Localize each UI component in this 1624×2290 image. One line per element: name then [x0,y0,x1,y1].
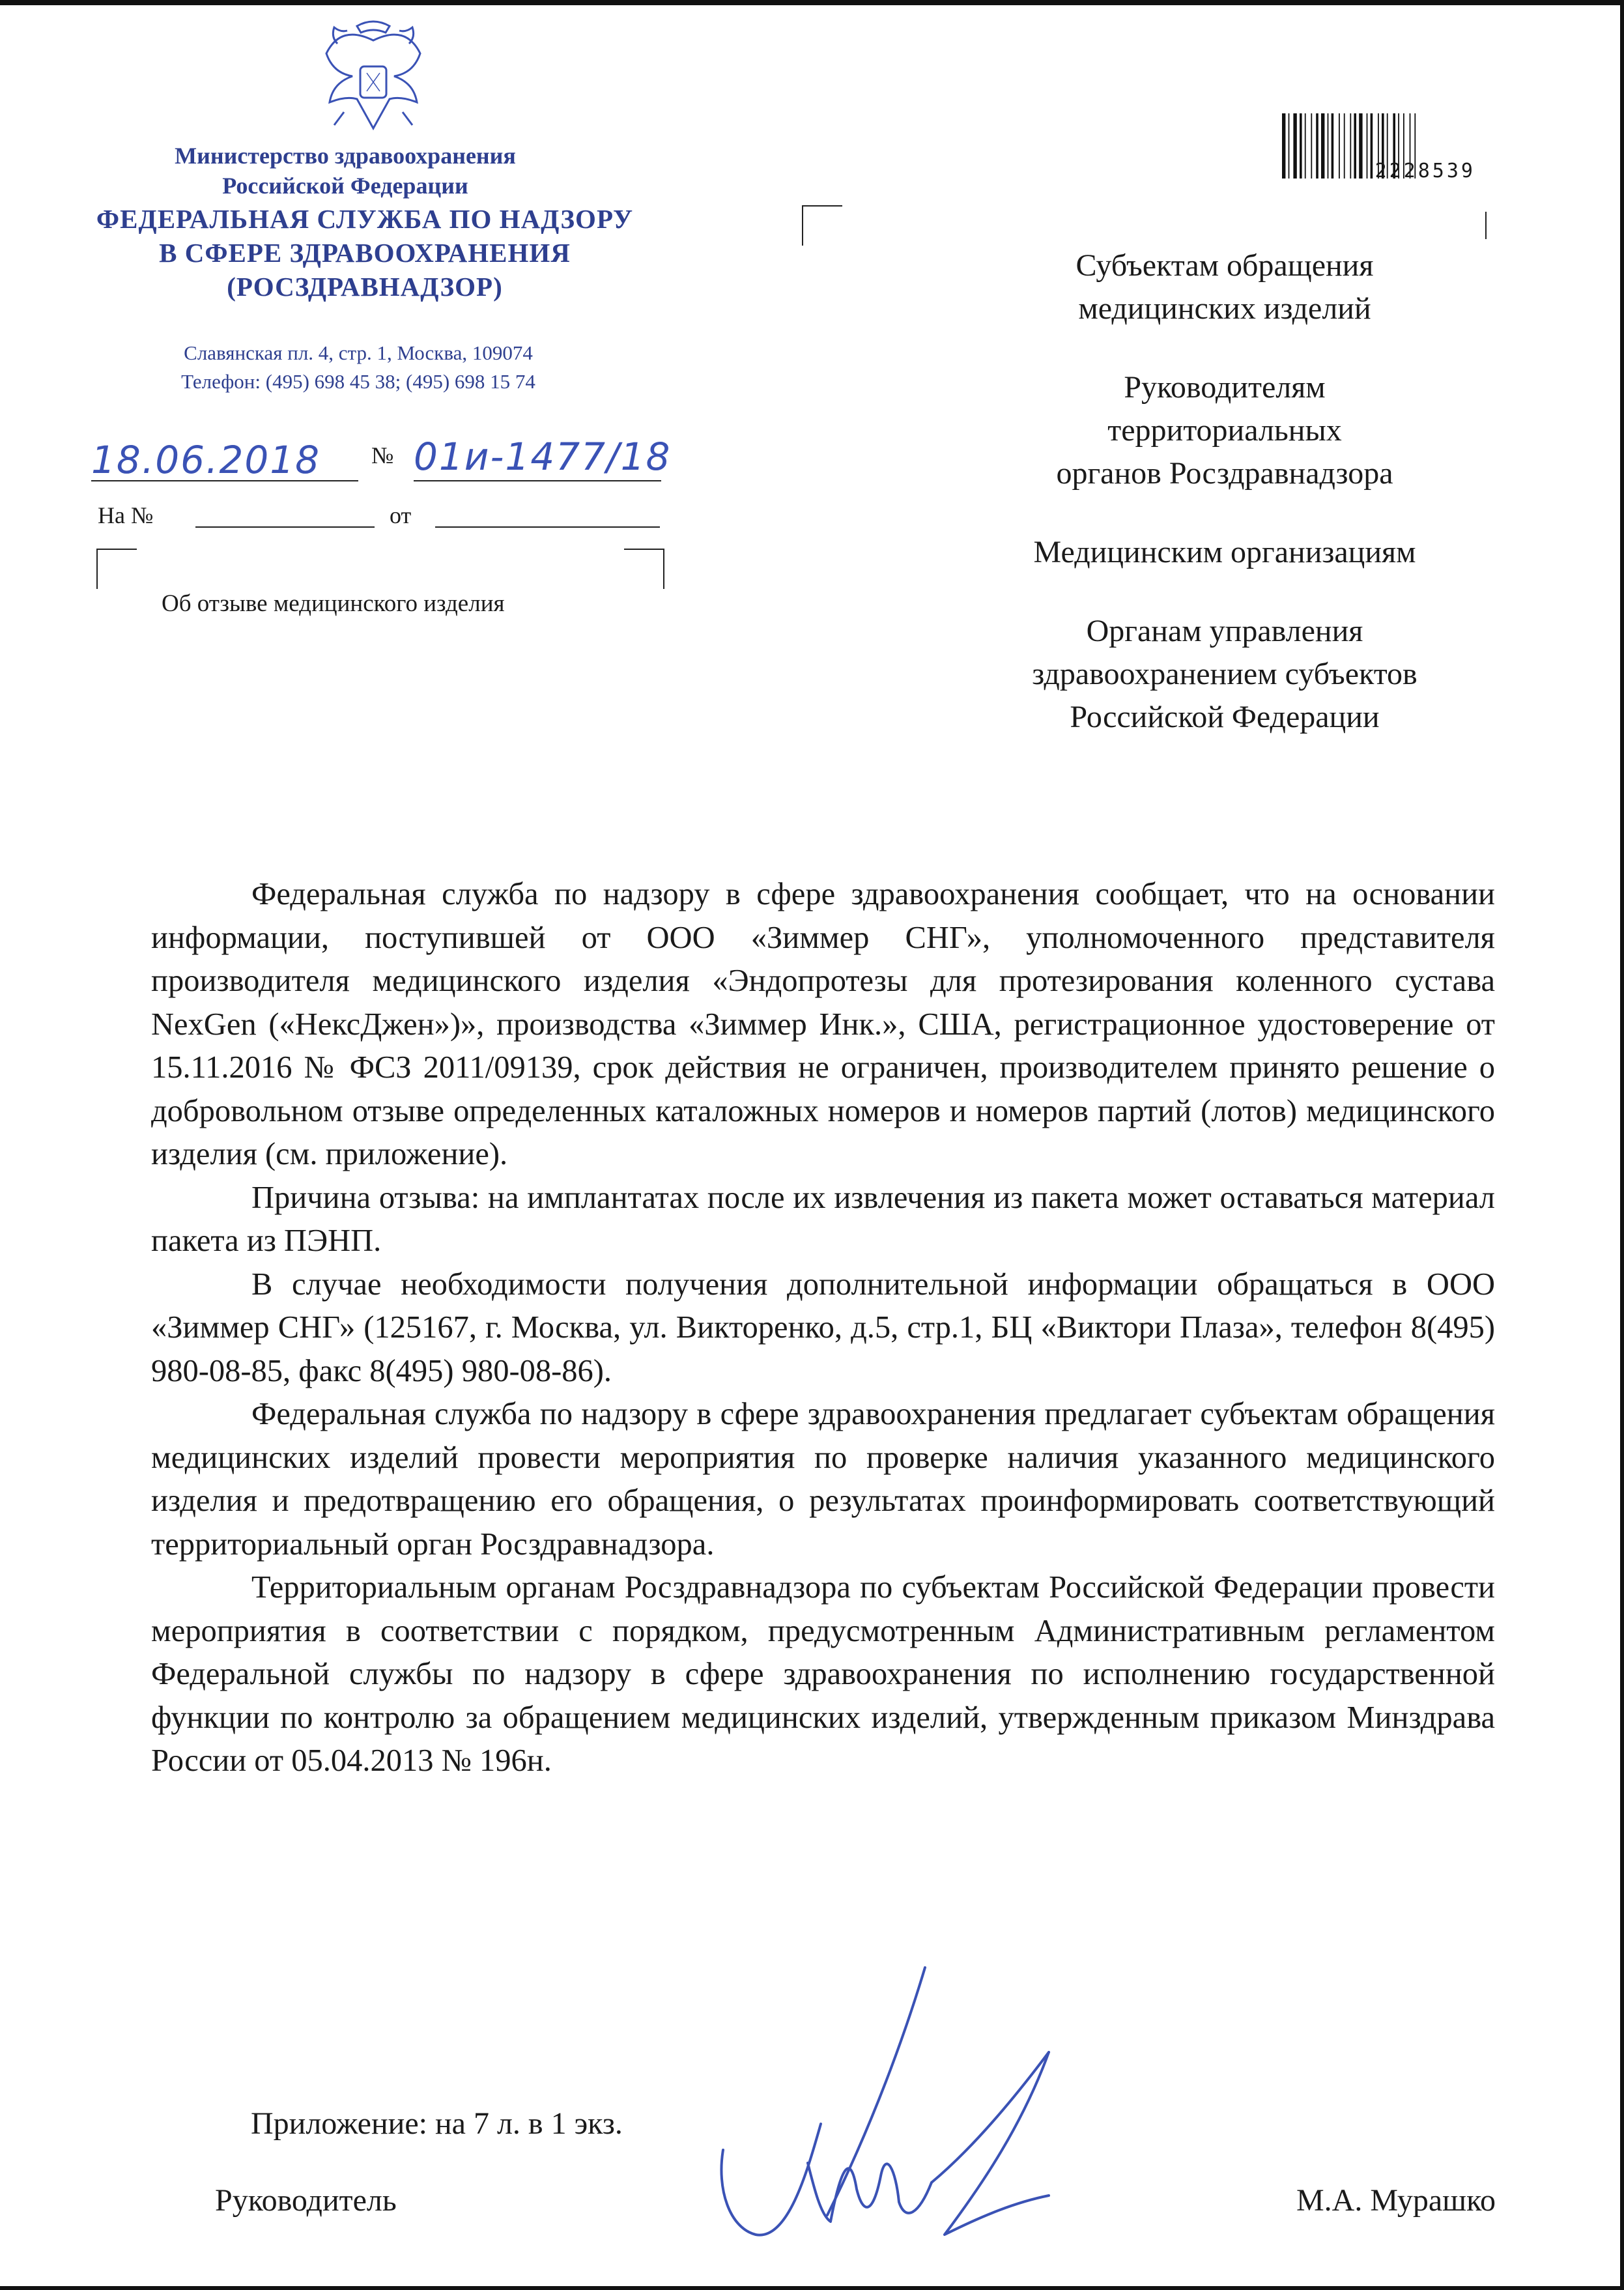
addressee-line: Субъектам обращения [1076,248,1374,283]
handwritten-signature [710,1954,1075,2254]
registration-date: 18.06.2018 [91,438,321,482]
registration-number-sign: № [371,442,394,468]
addressees [899,244,1550,775]
service-line-2: В СФЕРЕ ЗДРАВООХРАНЕНИЯ [159,238,571,268]
registration-date-underline [91,480,358,481]
subject-bracket-left [96,549,137,589]
addressee-line: медицинских изделий [1078,291,1371,326]
double-headed-eagle-emblem-icon [318,14,429,132]
addressee-block [899,366,1550,495]
body-paragraph: Территориальным органам Росздравнадзора по субъектам Российской Федерации провести мероприятия в соответствии с порядком, предусмотренным Административным регламентом Федеральной службы по надзору в сфере здравоохранения по исполнению государственной функции по контролю за обращением медицинских изделий, утвержденным приказом Минздрава России от 05.04.2013 № 196н. [151,1570,1495,1778]
contacts [117,339,599,396]
service-line-1: ФЕДЕРАЛЬНАЯ СЛУЖБА ПО НАДЗОРУ [96,204,634,234]
addressee-line: органов Росздравнадзора [1056,456,1393,491]
reference-from-label: от [390,502,412,528]
appendix-note: Приложение: на 7 л. в 1 экз. [251,2106,623,2141]
addressee-line: территориальных [1107,413,1342,448]
scan-border-top [0,0,1624,5]
body-paragraph: Причина отзыва: на имплантатах после их извлечения из пакета может оставаться материал пакета из ПЭНП. [151,1180,1495,1258]
registration-number: 01и-1477/18 [414,435,672,479]
ministry-line-2: Российской Федерации [222,173,468,199]
service-name [65,202,664,304]
addressee-line: Органам управления [1086,614,1363,648]
scan-border-right [1620,0,1624,2290]
addressee-line: Руководителям [1124,370,1326,405]
body-paragraph: В случае необходимости получения дополнительной информации обращаться в ООО «Зиммер СНГ» (125167, г. Москва, ул. Викторенко, д.5, стр.1, БЦ «Виктори Плаза», телефон 8(495) 980-08-85, факс 8(495) 980-08-86). [151,1267,1495,1388]
addressee-bracket-right [1485,212,1487,239]
address: Славянская пл. 4, стр. 1, Москва, 109074 [184,341,533,364]
reference-date-blank [435,526,660,528]
letter-body [151,873,1495,1783]
barcode-bars [1282,88,1477,204]
scan-border-bottom [0,2286,1624,2290]
reference-number-blank [195,526,375,528]
letter-subject: Об отзыве медицинского изделия [162,590,505,617]
addressee-block [899,610,1550,739]
signatory-title: Руководитель [215,2183,397,2218]
reference-number-label: На № [98,502,154,528]
subject-bracket-right [624,549,664,589]
barcode [1220,49,1481,186]
addressee-line: Российской Федерации [1070,700,1380,734]
addressee-block [899,244,1550,330]
addressee-bracket-left [802,205,842,246]
body-paragraph: Федеральная служба по надзору в сфере здравоохранения предлагает субъектам обращения медицинских изделий провести мероприятия по проверке наличия указанного медицинского изделия и предотвращению его обращения, о результатах проинформировать соответствующий территориальный орган Росздравнадзора. [151,1397,1495,1562]
barcode-number: 2228539 [1375,160,1475,182]
ministry-name [117,141,573,201]
registration-number-underline [414,480,661,481]
body-paragraph: Федеральная служба по надзору в сфере здравоохранения сообщает, что на основании информации, поступившей от ООО «Зиммер СНГ», уполномоченного представителя производителя медицинского изделия «Эндопротезы для протезирования коленного сустава NexGen («НексДжен»)», производства «Зиммер Инк.», США, регистрационное удостоверение от 15.11.2016 № ФСЗ 2011/09139, срок действия не ограничен, производителем принято решение о добровольном отзыве определенных каталожных номеров и номеров партий (лотов) медицинского изделия (см. приложение). [151,877,1495,1171]
ministry-line-1: Министерство здравоохранения [175,143,516,169]
signatory-name: М.А. Мурашко [1296,2183,1496,2218]
addressee-line: здравоохранением субъектов [1032,657,1417,691]
addressee-block [899,531,1550,574]
service-line-3: (РОСЗДРАВНАДЗОР) [227,272,503,302]
phone: Телефон: (495) 698 45 38; (495) 698 15 74 [181,370,535,393]
addressee-line: Медицинским организациям [1033,535,1416,569]
